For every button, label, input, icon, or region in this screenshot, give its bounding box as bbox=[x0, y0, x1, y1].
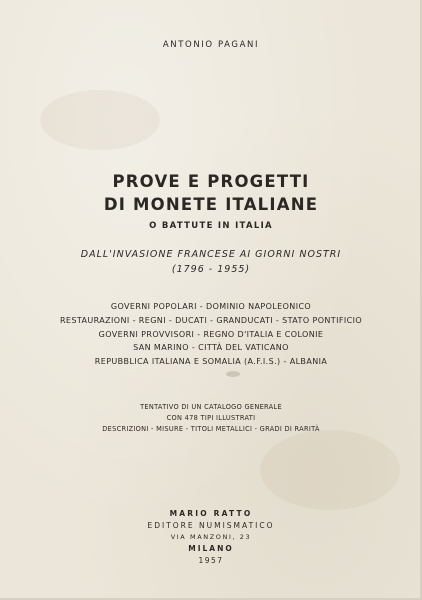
coverage-line: SAN MARINO - CITTÀ DEL VATICANO bbox=[133, 343, 289, 352]
paper-stain bbox=[260, 430, 400, 510]
coverage-line: GOVERNI PROVVISORI - REGNO D'ITALIA E COLONIE bbox=[98, 330, 324, 339]
coverage-line: RESTAURAZIONI - REGNI - DUCATI - GRANDUCATI - STATO PONTIFICIO bbox=[59, 316, 363, 325]
book-subtitle: O BATTUTE IN ITALIA bbox=[149, 221, 273, 231]
publisher-role: EDITORE NUMISMATICO bbox=[147, 521, 275, 530]
paper-stain bbox=[40, 90, 160, 150]
period-description: DALL'INVASIONE FRANCESE AI GIORNI NOSTRI bbox=[80, 249, 342, 260]
book-title-line-2: DI MONETE ITALIANE bbox=[103, 195, 319, 214]
catalog-line: DESCRIZIONI - MISURE - TITOLI METALLICI - GRADI DI RARITÀ bbox=[102, 425, 320, 433]
coverage-line: REPUBBLICA ITALIANA E SOMALIA (A.F.I.S.) - ALBANIA bbox=[94, 357, 328, 366]
catalog-line: TENTATIVO DI UN CATALOGO GENERALE bbox=[140, 403, 282, 411]
book-title-line-1: PROVE E PROGETTI bbox=[112, 172, 310, 191]
catalog-line: CON 478 TIPI ILLUSTRATI bbox=[166, 414, 256, 422]
publisher-city: MILANO bbox=[188, 544, 234, 553]
coverage-line: GOVERNI POPOLARI - DOMINIO NAPOLEONICO bbox=[110, 302, 312, 311]
publisher-address: VIA MANZONI, 23 bbox=[170, 533, 252, 541]
author-name: ANTONIO PAGANI bbox=[162, 40, 260, 50]
publisher-name: MARIO RATTO bbox=[169, 509, 253, 518]
publication-year: 1957 bbox=[198, 556, 224, 565]
period-years: (1796 - 1955) bbox=[171, 264, 251, 275]
ink-speck bbox=[226, 371, 240, 377]
